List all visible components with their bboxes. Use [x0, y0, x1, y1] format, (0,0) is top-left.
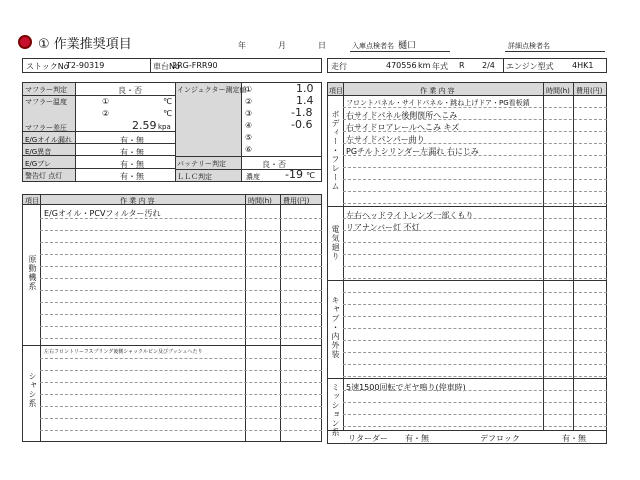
inj-5-mark: ⑤: [245, 133, 253, 142]
injector-label: インジェクター測定値: [177, 86, 247, 94]
oil-leak-label: E/Gオイル漏れ: [25, 136, 72, 144]
inj-3-mark: ③: [245, 109, 253, 118]
warning-label: 警告灯 点灯: [25, 172, 63, 180]
kpa-unit: kpa: [158, 123, 171, 131]
muffler-judge: 良・否: [118, 86, 142, 95]
era-year-value: 2/4: [482, 61, 495, 70]
engine-section-label: 原動機系: [28, 255, 37, 291]
body-item-6: PGチルトシリンダー左漏れ 右にじみ: [346, 147, 479, 156]
left-col-item: 項目: [25, 197, 39, 205]
right-col-time: 時間(h): [546, 87, 570, 95]
inj-2-value: 1.4: [296, 94, 314, 107]
left-col-work: 作 業 内 容: [120, 197, 155, 205]
inspector-label: 入庫点検者名: [352, 42, 394, 50]
chassis-item: 左右フロントリーフスプリング後側シャックルピン及びブッシュへたり: [44, 349, 203, 355]
logo-seal: [18, 35, 32, 49]
engine-value: 4HK1: [572, 61, 594, 70]
stock-label: ストックNo: [26, 62, 69, 71]
llc-conc-label: 濃度: [246, 173, 260, 181]
model-value: 2RG-FRR90: [172, 61, 218, 70]
mission-section-label: ミッション系: [331, 383, 340, 437]
battery-label: バッテリー判定: [177, 160, 226, 168]
month-label: 月: [278, 41, 286, 50]
mileage-label: 走行: [331, 62, 347, 71]
vehicle-row: [327, 58, 607, 73]
body-item-3: 右サイドロアレールへこみ キズ: [346, 123, 460, 132]
body-item-2: 右サイドパネル後側箇所へこみ: [346, 111, 458, 120]
temp-2-unit: ℃: [163, 109, 172, 118]
muffler-pressure-label: マフラー差圧: [25, 124, 67, 132]
muffler-temp-label: マフラー温度: [25, 98, 67, 106]
left-col-time: 時間(h): [248, 197, 272, 205]
right-col-work: 作 業 内 容: [420, 87, 455, 95]
oil-leak-value: 有・無: [120, 136, 144, 145]
body-section-label: ボディー・フレーム: [331, 110, 340, 191]
left-col-cost: 費用(円): [283, 197, 310, 205]
llc-value: -19: [285, 168, 303, 181]
retarder-label: リターダー: [348, 434, 388, 443]
inj-6-mark: ⑥: [245, 145, 253, 154]
diff-lock-label: デフロック: [480, 434, 520, 443]
inj-4-value: -0.6: [291, 118, 313, 131]
mission-item: 5速1500回転でギヤ鳴り(停車時): [346, 383, 466, 392]
vibration-label: E/Gブレ: [25, 160, 51, 168]
elec-section-label: 電気廻り: [331, 225, 340, 261]
elec-item-2: リアナンバー灯 不灯: [346, 223, 420, 232]
inspector-name: 樋口: [398, 41, 417, 51]
retarder-value: 有・無: [405, 434, 429, 443]
year-label: 年: [238, 41, 246, 50]
elec-item-1: 左右ヘッドライトレンズ一部くもり: [346, 211, 474, 220]
noise-value: 有・無: [120, 148, 144, 157]
inj-3-value: -1.8: [291, 106, 313, 119]
temp-2-mark: ②: [102, 109, 110, 118]
temp-1-mark: ①: [102, 97, 110, 106]
muffler-pressure-value: 2.59: [132, 119, 157, 132]
muffler-label: マフラー判定: [25, 86, 67, 94]
body-item-4: 左サイドパンパー曲り: [346, 135, 425, 144]
cab-section-label: キャブ・内外装: [331, 296, 340, 359]
stock-value: T2-90319: [66, 61, 105, 70]
page-title: ① 作業推奨項目: [38, 37, 132, 52]
battery-value: 良・否: [262, 160, 286, 169]
left-work-table: [22, 194, 322, 442]
year-model-label: 年式: [432, 62, 448, 71]
vibration-value: 有・無: [120, 160, 144, 169]
inj-4-mark: ④: [245, 121, 253, 130]
right-col-cost: 費用(円): [576, 87, 603, 95]
warning-value: 有・無: [120, 172, 144, 181]
mileage-value: 470556: [386, 61, 417, 70]
day-label: 日: [318, 41, 326, 50]
era-value: R: [459, 61, 465, 70]
temp-1-unit: ℃: [163, 97, 172, 106]
model-label: 車台No: [153, 62, 180, 71]
llc-unit: ℃: [306, 171, 315, 180]
detail-inspector-label: 詳細点検者名: [508, 42, 550, 50]
right-col-item: 項目: [329, 87, 343, 95]
body-item-1: フロントパネル・サイドパネル・跳ね上げドア・PG看板錆: [346, 99, 530, 107]
inj-1-mark: ①: [245, 85, 253, 94]
engine-label: エンジン型式: [506, 62, 554, 71]
engine-item: E/Gオイル・PCVフィルター汚れ: [44, 209, 161, 218]
inj-2-mark: ②: [245, 97, 253, 106]
km-unit: km: [418, 61, 431, 70]
chassis-section-label: シャシ系: [28, 372, 37, 408]
inj-1-value: 1.0: [296, 82, 314, 95]
diff-lock-value: 有・無: [562, 434, 586, 443]
noise-label: E/G異音: [25, 148, 52, 156]
llc-label: ＬＬＣ判定: [177, 173, 212, 181]
